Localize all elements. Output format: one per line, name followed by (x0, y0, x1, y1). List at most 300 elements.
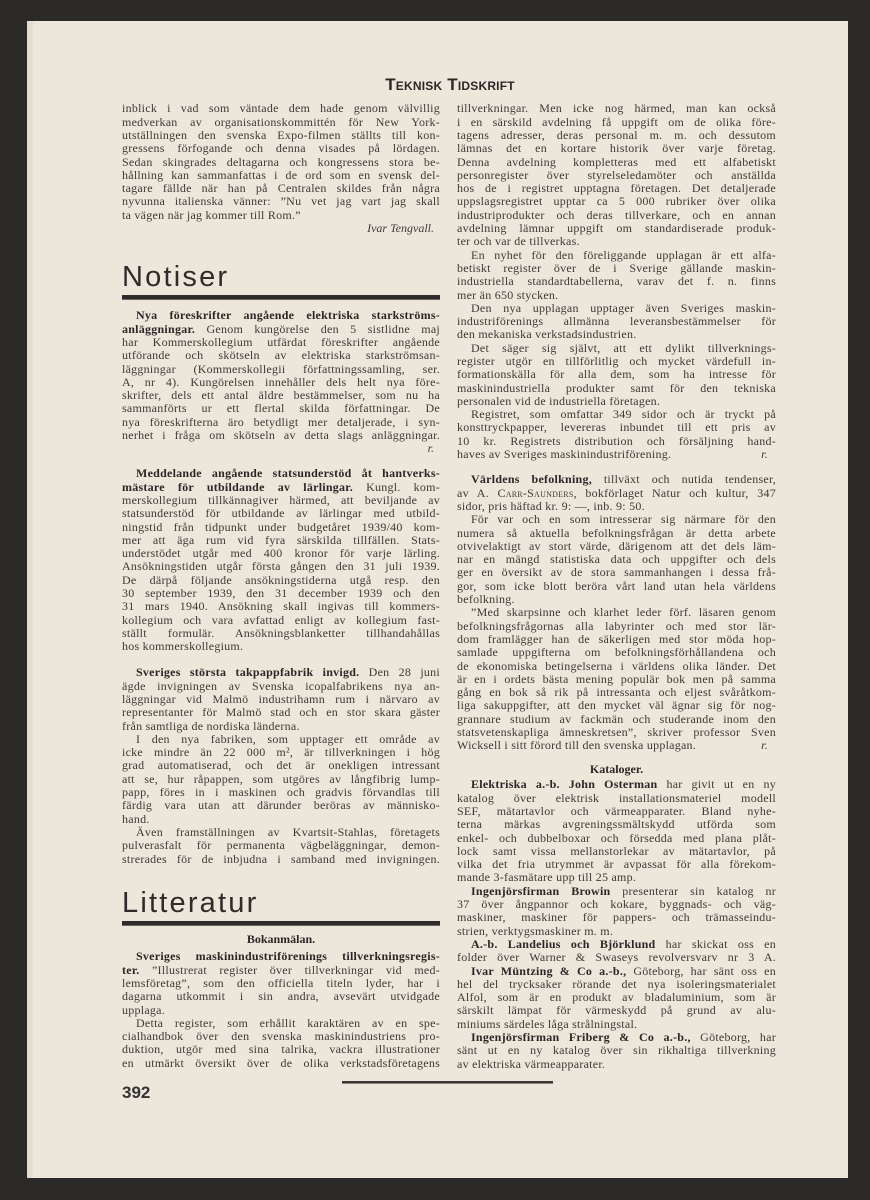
line-text: skrifter, dels ett antal äldre bestämmelser, som nu ha (122, 388, 440, 403)
line-text: är en i ordets bästa mening populär bok men på samma (457, 671, 776, 686)
text-line (457, 195, 776, 208)
subheading: Kataloger. (589, 762, 644, 777)
line-text: nya föreskrifterna äro betydligt mer detaljerade, i syn- (122, 414, 440, 429)
bold-lead-in: mästare för utbildande av lärlingar. (122, 479, 354, 494)
line-text: en utmärkt översikt över de olika verkstadsföretagens (122, 1055, 440, 1070)
line-text: miniums särdeles låga strålningstal. (457, 1016, 638, 1031)
text-line (457, 368, 776, 381)
line-text: papp, föres in i maskinen och gradvis förvandlas till (122, 785, 440, 800)
line-text: särskilt lämpat för värmeskydd på grund av alu- (457, 1003, 776, 1018)
paragraph (122, 1017, 440, 1070)
line-text: lämnas det en kortare historik över varje företag. (457, 141, 776, 156)
article-block (122, 467, 440, 653)
text-line (122, 746, 440, 759)
line-text: mande 3-fasmätare upp till 25 amp. (457, 870, 637, 885)
paragraph (122, 102, 440, 222)
line-text: Wicksell i sitt förord till den svenska upplagan. (457, 738, 697, 753)
paragraph (122, 950, 440, 1016)
author-signature: r. (761, 447, 768, 462)
line-text: ningstid från tidpunkt under budgetåret 1939/40 kom- (122, 519, 440, 534)
text-line (122, 1030, 440, 1043)
line-text: gor, som icke blott beröra vårt land utan hela världens (457, 578, 776, 593)
text-line (457, 342, 776, 355)
text-line (457, 235, 776, 248)
text-line (122, 600, 440, 613)
text-line (122, 813, 440, 826)
text-line (122, 336, 440, 349)
text-line (122, 102, 440, 115)
text-line (122, 494, 440, 507)
line-text: Genom kungörelse den 5 sistlidne maj (195, 321, 440, 336)
text-line (457, 487, 776, 500)
text-line (457, 182, 776, 195)
section-heading (122, 886, 440, 926)
line-text: pulverasfalt för permanenta vägbeläggningar, demon- (122, 838, 440, 853)
text-line (457, 395, 776, 408)
page-number: 392 (122, 1083, 151, 1102)
line-text: A, nr 4). Kungörelsen innehåller dels helt nya före- (122, 374, 440, 389)
text-line (457, 991, 776, 1004)
line-text: i en särskild avdelning få uppgift om de olika före- (457, 114, 776, 129)
line-text: uppslagsregistret upptar ca 5 000 rubriker över olika (457, 194, 776, 209)
line-text: merskollegium tillkännagiver härmed, att beviljande av (122, 492, 440, 507)
text-line (457, 965, 776, 978)
line-text: ägde invigningen av Svenska icopalfabrikens nya an- (122, 678, 440, 693)
line-text: färdig vara utan att därunder beröras av människo- (122, 798, 440, 813)
journal-title: Teknisk Tidskrift (385, 75, 515, 94)
text-line (457, 289, 776, 302)
text-line (122, 481, 440, 494)
text-line (457, 566, 776, 579)
text-line (122, 587, 440, 600)
text-line (457, 513, 776, 526)
line-text: grannare studium av fackmän och studerande inom den (457, 711, 776, 726)
author-name: Carr-Saunders (497, 485, 574, 500)
text-line (122, 467, 440, 480)
line-text: icke mindre än 22 000 m², är tillverkningen i hög (122, 745, 440, 760)
line-text: gång en bok så rik på intressanta och eljest svåråtkom- (457, 685, 776, 700)
line-text: duktion, utgör med sina talrika, vackra illustrationer (122, 1042, 440, 1057)
text-line (122, 839, 440, 852)
text-line (457, 116, 776, 129)
text-line (457, 871, 776, 884)
text-line (457, 885, 776, 898)
line-text: 31 mars 1940. Ansökning skall ingivas till kommers- (122, 599, 440, 614)
text-line (457, 1044, 776, 1057)
line-text: sidor, pris häftad kr. 9: —, inb. 9: 50. (457, 498, 645, 513)
text-line (457, 1018, 776, 1031)
line-text: konsttryckpapper, levereras inbundet till ett pris av (457, 420, 776, 435)
line-text: hand. (122, 811, 150, 826)
line-text: personalen vid de industriella företagen. (457, 393, 661, 408)
line-text: betiskt register över de i Sverige gällande maskin- (457, 260, 776, 275)
line-text: ter och var de tillverkas. (457, 234, 580, 249)
paragraph (457, 302, 776, 342)
line-text: mer än 650 stycken. (457, 287, 559, 302)
author-signature: Ivar Tengvall. (367, 221, 434, 236)
text-line (457, 527, 776, 540)
text-line (457, 262, 776, 275)
line-text: cialhandbok över den svenska maskinindustriens pro- (122, 1029, 440, 1044)
line-text: Denna avdelning kompletteras med ett alfabetiskt (457, 154, 776, 169)
text-line (457, 832, 776, 845)
text-line (457, 818, 776, 831)
line-text: strerades för de inbjudna i samband med invigningen. (122, 851, 440, 866)
line-text: SEF, mätartavlor och värmeapparater. Bland nyhe- (457, 803, 776, 818)
text-line (122, 990, 440, 1003)
text-line (457, 713, 776, 726)
text-line (122, 1043, 440, 1056)
line-text: inblick i vad som väntade dem hade genom välvillig (122, 101, 440, 116)
line-text: strien, verktygsmaskiner m. m. (457, 923, 614, 938)
line-text: statsvetenskapliga ämneskretsen”, skriver professor Sven (457, 724, 776, 739)
paragraph (457, 249, 776, 302)
text-line (457, 1058, 776, 1071)
text-line (122, 182, 440, 195)
line-text: industriförenings allmänna leveransbestämmelser för (457, 314, 776, 329)
text-line (457, 633, 776, 646)
line-text: formationskälla för alla dem, som ha intresse för (457, 367, 776, 382)
line-text: terna märkas avgreningssmältskydd utförda som (457, 817, 776, 832)
line-text: tillverkningar. Men icke nog härmed, man kan också (457, 101, 776, 116)
text-line (122, 156, 440, 169)
line-text: har givit ut en ny (657, 777, 777, 792)
line-text: understödet utgår med 400 kronor för varje lärling. (122, 546, 440, 561)
line-text: register utgör en tillförlitlig och mycket värdefull in- (457, 353, 776, 368)
text-line (457, 580, 776, 593)
section-rule (122, 295, 440, 300)
line-text: avdelning lämnar uppgift om standardiserade produk- (457, 221, 776, 236)
bold-lead-in: anläggningar. (122, 321, 196, 336)
text-line (457, 421, 776, 434)
paragraph (457, 778, 776, 884)
line-text: De därpå följande ansökningstiderna utgå resp. den (122, 572, 440, 587)
text-line (122, 826, 440, 839)
text-line (457, 553, 776, 566)
text-line (122, 416, 440, 429)
text-line (457, 805, 776, 818)
text-line (457, 1031, 776, 1044)
text-line (457, 435, 776, 448)
subheading: Bokanmälan. (246, 932, 316, 947)
line-text: 37 över ångpannor och kokare, byggnads- och väg- (457, 897, 776, 912)
paragraph (457, 408, 776, 461)
line-text: Det säger sig självt, att ett dylikt tillverknings- (471, 340, 776, 355)
paragraph (122, 666, 440, 732)
text-line (457, 673, 776, 686)
line-text: läggningar vid Malmö industrihamn rum i närvaro av (122, 691, 440, 706)
text-line (457, 938, 776, 951)
paragraph (457, 342, 776, 408)
bold-lead-in: ter. (122, 962, 140, 977)
paragraph (122, 826, 440, 866)
text-line (122, 627, 440, 640)
article-block (122, 950, 440, 1070)
text-line (122, 640, 440, 653)
text-line (457, 209, 776, 222)
text-line (457, 315, 776, 328)
text-line (122, 977, 440, 990)
text-line (457, 328, 776, 341)
article-block (122, 309, 440, 455)
line-text: ta vägen när jag kommer till Rom.” (122, 207, 301, 222)
text-line (457, 473, 776, 486)
paragraph (122, 309, 440, 442)
text-line (457, 925, 776, 938)
section-heading (122, 260, 440, 300)
line-text: 30 september 1939, den 31 december 1939 och den (122, 586, 440, 601)
line-text: utställningen den svenska Expo-filmen ställts till kon- (122, 127, 440, 142)
line-text: lock samt vissa mellanstorlekar av mätartavlor, på (457, 843, 776, 858)
line-text: En nyhet för den föreliggande upplagan är ett alfa- (471, 247, 776, 262)
paragraph (457, 938, 776, 965)
text-line (122, 389, 440, 402)
line-text: folder över Warner & Swaseys revolversvarv nr 3 A. (457, 950, 776, 965)
paragraph (457, 513, 776, 606)
text-line (457, 275, 776, 288)
paragraph (457, 885, 776, 938)
line-text: sammanförts ur ett flertal skilda författningar. De (122, 401, 440, 416)
text-line (457, 726, 776, 739)
line-text: Den nya upplagan upptager även Sveriges maskin- (471, 300, 776, 315)
line-text: ”Med skarpsinne och klarhet leder förf. läsaren genom (471, 605, 776, 620)
bold-lead-in: Elektriska a.-b. John Osterman (471, 777, 658, 792)
line-text: befolkningsfrågornas alla labyrinter och med stor lär- (457, 618, 776, 633)
paragraph (457, 606, 776, 752)
line-text: , bokförlaget Natur och kultur, 347 (573, 485, 776, 500)
section-title: Notiser (122, 261, 230, 293)
article-block (457, 102, 776, 461)
text-line (457, 142, 776, 155)
article-block (122, 102, 440, 235)
article-block (457, 778, 776, 1071)
bold-lead-in: A.-b. Landelius och Björklund (471, 936, 656, 951)
line-text: haves av Sveriges maskinindustriförening. (457, 447, 672, 462)
line-text: har skickat oss en (655, 936, 776, 951)
line-text: vilka det fria utrymmet är avpassat för alla förekom- (457, 857, 776, 872)
author-signature: r. (761, 738, 768, 753)
text-line (122, 309, 440, 322)
text-line (122, 363, 440, 376)
line-text: av A. (457, 485, 498, 500)
line-text: tagens adresser, deras personal m. m. och dessutom (457, 127, 776, 142)
text-line (122, 534, 440, 547)
paragraph (457, 473, 776, 513)
line-text: maskinindustriella produkter samt för den tekniska (457, 380, 776, 395)
line-text: kollegium och vara avfattad enligt av kollegium fast- (122, 612, 440, 627)
line-text: de ekonomiska betingelserna i världens olika länder. Det (457, 658, 776, 673)
text-line (122, 950, 440, 963)
line-text: tagare fällde när han på Centralen skildes från några (122, 181, 440, 196)
text-line (122, 116, 440, 129)
line-text: att se, hur råpappen, som utgöres av långfibrig lump- (122, 771, 440, 786)
text-line (457, 951, 776, 964)
line-text: hos de i registret upptagna företagen. Det detaljerade (457, 181, 776, 196)
text-line (457, 156, 776, 169)
text-line (122, 402, 440, 415)
line-text: befolkning. (457, 592, 515, 607)
line-text: nerhet i fråga om skötseln av detta slags anläggningar. (122, 428, 440, 443)
text-line (457, 408, 776, 421)
line-text: samlade uppgifterna om befolkningsförhållandena och (457, 645, 776, 660)
text-line (122, 666, 440, 679)
text-line (457, 845, 776, 858)
text-line (457, 129, 776, 142)
text-line (457, 382, 776, 395)
text-line (122, 853, 440, 866)
line-text: Göteborg, har sänt oss en (626, 963, 776, 978)
line-text: sänt ut en ny katalog över sin rikhaltiga tillverkning (457, 1043, 776, 1058)
line-text: Kungl. kom- (353, 479, 440, 494)
line-text: I den nya fabriken, som upptager ett område av (136, 731, 440, 746)
line-text: Detta register, som erhållit karaktären av en spe- (136, 1015, 440, 1030)
line-text: gressens förfogande och denna visades på lördagen. (122, 141, 440, 156)
paragraph (122, 733, 440, 826)
text-line (457, 606, 776, 619)
text-line (457, 1004, 776, 1017)
paragraph (457, 102, 776, 248)
line-text: För var och en som intresserar sig närmare för den (471, 512, 776, 527)
line-text: Alfol, som är en produkt av bladaluminium, som är (457, 990, 776, 1005)
line-text: industriella standardtabellerna, varav det f. n. finns (457, 274, 776, 289)
text-line (457, 620, 776, 633)
line-text: Ansökningstiden utgår första gången den 31 juli 1939. (122, 559, 440, 574)
text-line (457, 911, 776, 924)
line-text: tillväxt och nutida tendenser, (591, 472, 776, 487)
line-text: har Kommerskollegium utfärdat föreskrifter angående (122, 334, 440, 349)
bold-lead-in: Meddelande angående statsunderstöd åt hantverks- (136, 466, 440, 481)
text-line (122, 706, 440, 719)
line-text: ställt formulär. Ansökningsblanketter tillhandahållas (122, 625, 440, 640)
bold-lead-in: Nya föreskrifter angående elektriska starkströms- (136, 308, 440, 323)
line-text: representanter för Malmö stad och en stor skara gäster (122, 705, 440, 720)
line-text: Den 28 juni (359, 665, 440, 680)
text-line (457, 169, 776, 182)
paragraph (457, 1031, 776, 1071)
text-line (122, 376, 440, 389)
bold-lead-in: Ingenjörsfirman Browin (471, 883, 611, 898)
text-line (122, 129, 440, 142)
text-line (122, 720, 440, 733)
text-line (122, 799, 440, 812)
text-line (457, 898, 776, 911)
bold-lead-in: Ingenjörsfirman Friberg & Co a.-b., (471, 1029, 691, 1044)
text-line (122, 964, 440, 977)
section-rule (122, 921, 440, 926)
text-line (457, 660, 776, 673)
text-line (457, 646, 776, 659)
text-line (457, 739, 776, 752)
text-line (457, 593, 776, 606)
text-line (122, 733, 440, 746)
line-text: liga sakuppgifter, att den mycket väl ägnar sig för nog- (457, 698, 776, 713)
text-line (457, 222, 776, 235)
line-text: lemsföretag”, som den officiella titeln lyder, har i (122, 975, 440, 990)
line-text: nyvunna italienska vänner: ”Nu vet jag vart jag skall (122, 194, 440, 209)
line-text: mer att äga rum vid fyra särskilda tillfällen. Stats- (122, 532, 440, 547)
text-line (457, 448, 776, 461)
text-line (122, 1017, 440, 1030)
line-text: otvivelaktigt av stort värde, därigenom att det dels läm- (457, 538, 776, 553)
line-text: medverkan av organisationskommittén för New York- (122, 114, 440, 129)
text-line (122, 560, 440, 573)
text-line (457, 699, 776, 712)
line-text: dagarna utkommit i sin andra, avsevärt utvidgade (122, 989, 440, 1004)
text-line (457, 778, 776, 791)
line-text: hos kommerskollegium. (122, 639, 244, 654)
bold-lead-in: Världens befolkning, (471, 472, 592, 487)
line-text: numera så aktuella befolkningsfrågan är detta arbete (457, 525, 776, 540)
line-text: maskiner, maskiner för pappers- och trämasseindu- (457, 910, 776, 925)
line-text: personregister över styrelseledamöter och anställda (457, 167, 776, 182)
text-line (122, 521, 440, 534)
text-line (122, 323, 440, 336)
text-line (122, 614, 440, 627)
text-line (122, 507, 440, 520)
line-text: 10 kr. Registrets distribution och försäljning hand- (457, 433, 776, 448)
article-block (122, 666, 440, 865)
line-text: Sedan skingrades deltagarna och kongressens stora be- (122, 154, 440, 169)
line-text: industriprodukter och deras tillverkare, och en annan (457, 207, 776, 222)
line-text: den mekaniska verkstadsindustrien. (457, 327, 637, 342)
text-line (457, 540, 776, 553)
line-text: dom framlägger han de säkerligen med stor möda hop- (457, 631, 776, 646)
text-line (122, 349, 440, 362)
text-line (122, 759, 440, 772)
text-line (122, 429, 440, 442)
line-text: statsunderstöd för utbildande av lärlingar med utbild- (122, 506, 440, 521)
text-line (457, 792, 776, 805)
line-text: ”Illustrerat register över tillverkningar vid med- (139, 962, 440, 977)
text-line (457, 102, 776, 115)
line-text: upplaga. (122, 1002, 165, 1017)
paragraph (122, 467, 440, 653)
text-line (457, 686, 776, 699)
line-text: från samtliga de nordiska länderna. (122, 718, 300, 733)
text-line (122, 1057, 440, 1070)
line-text: nar en mängd statistiska data och uppgifter och dels (457, 552, 776, 567)
bold-lead-in: Sveriges maskinindustriförenings tillverkningsregis- (136, 949, 440, 964)
text-line (122, 209, 440, 222)
text-line (457, 978, 776, 991)
text-line (122, 574, 440, 587)
text-line (122, 1004, 440, 1017)
section-title: Litteratur (122, 887, 259, 919)
text-line (457, 355, 776, 368)
text-line (122, 169, 440, 182)
line-text: Registret, som omfattar 349 sidor och är tryckt på (471, 407, 776, 422)
line-text: Även framställningen av Kvartsit-Stahlas, företagets (136, 824, 440, 839)
line-text: ger en översikt av de stora sammanhangen i dessa frå- (457, 565, 776, 580)
line-text: enkel- och dubbelboxar och försedda med plana plåt- (457, 830, 776, 845)
text-line (457, 249, 776, 262)
line-text: läggningar (Kommerskollegii författningssamling, ser. (122, 361, 440, 376)
text-line (122, 773, 440, 786)
bold-lead-in: Sveriges största takpappfabrik invigd. (136, 665, 360, 680)
line-text: hållning kan sammanfattas i de ord som en svensk del- (122, 167, 440, 182)
text-line (457, 858, 776, 871)
column-end-rule (342, 1081, 553, 1084)
article-block (457, 473, 776, 752)
paragraph (457, 965, 776, 1031)
text-line (457, 302, 776, 315)
text-line (122, 547, 440, 560)
text-line (122, 680, 440, 693)
text-line (122, 142, 440, 155)
text-line (122, 195, 440, 208)
bold-lead-in: Ivar Müntzing & Co a.-b., (471, 963, 627, 978)
line-text: av elektriska värmeapparater. (457, 1056, 606, 1071)
